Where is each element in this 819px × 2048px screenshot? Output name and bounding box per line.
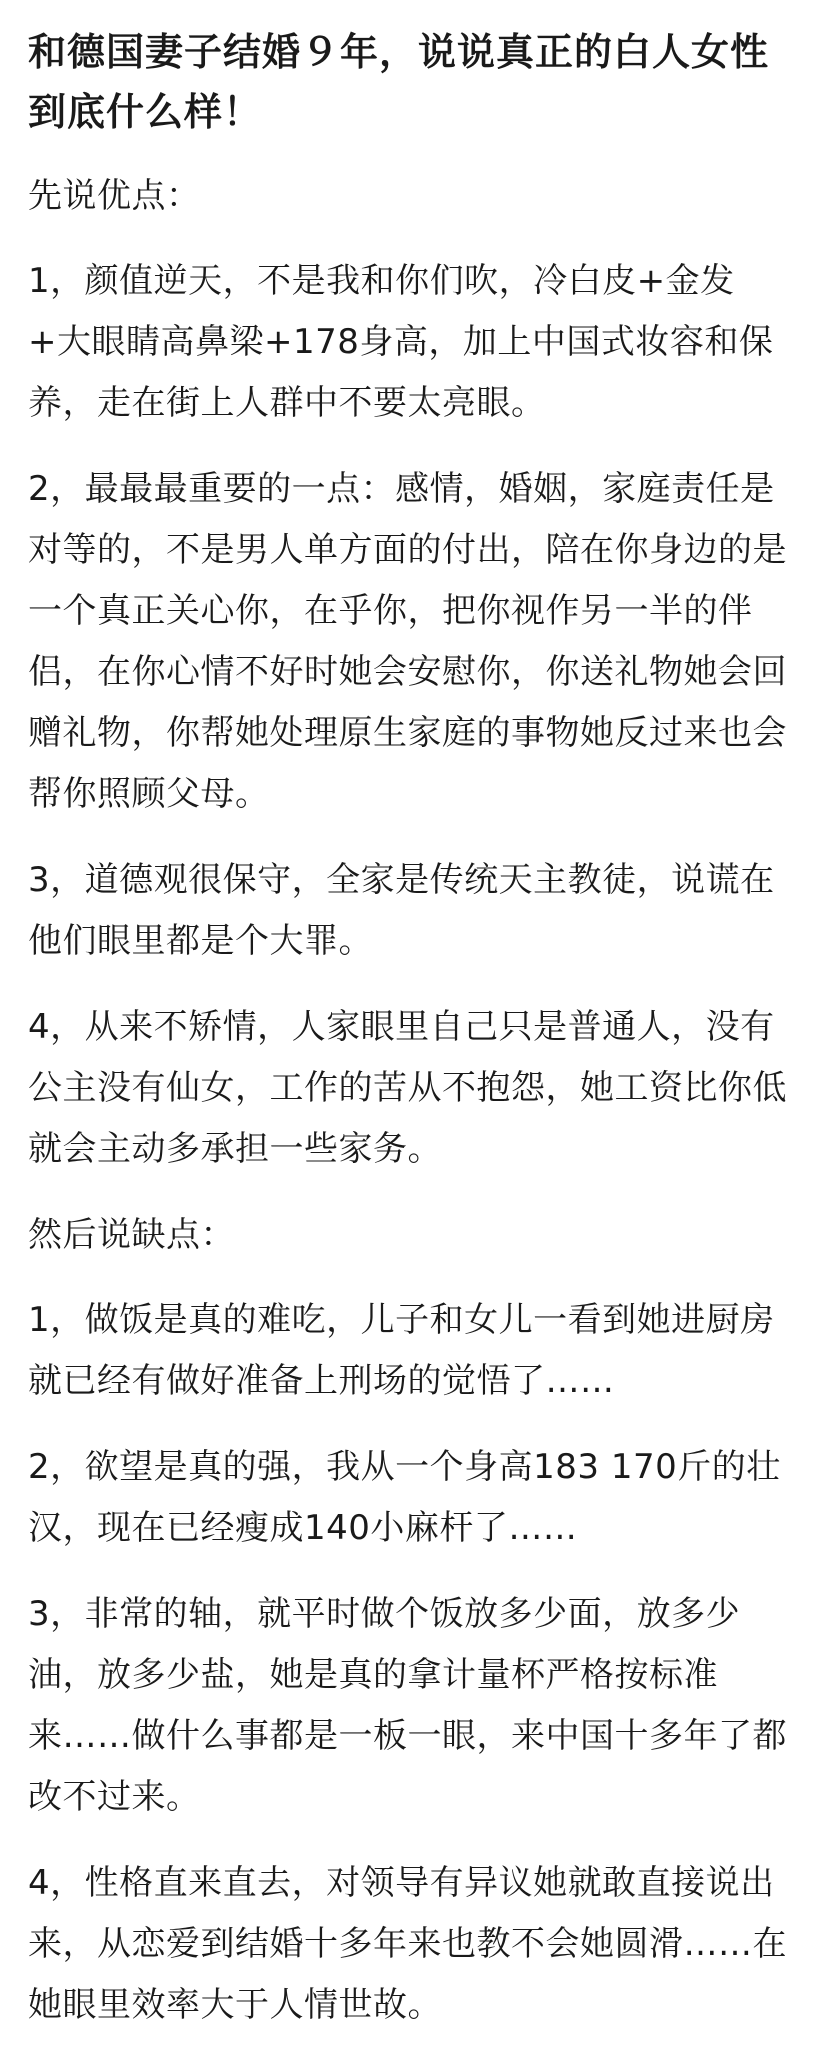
paragraph-pro-2: 2，最最最重要的一点：感情，婚姻，家庭责任是对等的，不是男人单方面的付出，陪在你身边的是一个真正关心你，在乎你，把你视作另一半的伴侣，在你心情不好时她会安慰你，你送礼物她会回赠礼物，你帮她处理原生家庭的事物她反过来也会帮你照顾父母。 bbox=[28, 469, 787, 814]
paragraph-con-1: 1，做饭是真的难吃，儿子和女儿一看到她进厨房就已经有做好准备上刑场的觉悟了…… bbox=[28, 1300, 775, 1401]
paragraph-con-3: 3，非常的轴，就平时做个饭放多少面，放多少油，放多少盐，她是真的拿计量杯严格按标准来……做什么事都是一板一眼，来中国十多年了都改不过来。 bbox=[28, 1594, 787, 1817]
section-heading-cons: 然后说缺点： bbox=[28, 1215, 235, 1255]
paragraph-con-2: 2，欲望是真的强，我从一个身高183 170斤的壮汉，现在已经瘦成140小麻杆了…… bbox=[28, 1447, 781, 1548]
article-title: 和德国妻子结婚９年，说说真正的白人女性到底什么样！ bbox=[28, 30, 770, 134]
section-heading-pros: 先说优点： bbox=[28, 176, 201, 216]
paragraph-pro-4: 4，从来不矫情，人家眼里自己只是普通人，没有公主没有仙女，工作的苦从不抱怨，她工资比你低就会主动多承担一些家务。 bbox=[28, 1007, 787, 1169]
article-body bbox=[28, 22, 796, 2048]
paragraph-pro-1: 1，颜值逆天，不是我和你们吹，冷白皮+金发+大眼睛高鼻梁+178身高，加上中国式妆容和保养，走在街上人群中不要太亮眼。 bbox=[28, 261, 774, 423]
paragraph-con-4: 4，性格直来直去，对领导有异议她就敢直接说出来，从恋爱到结婚十多年来也教不会她圆滑……在她眼里效率大于人情世故。 bbox=[28, 1863, 787, 2025]
paragraph-pro-3: 3，道德观很保守，全家是传统天主教徒，说谎在他们眼里都是个大罪。 bbox=[28, 860, 775, 961]
